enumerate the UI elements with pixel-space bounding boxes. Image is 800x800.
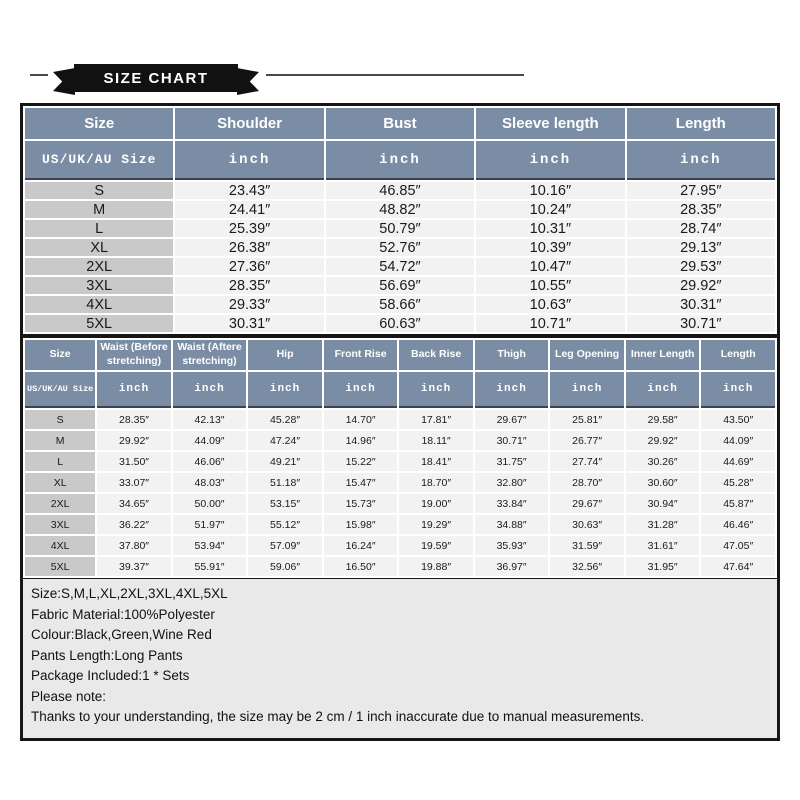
measurement-cell: 52.76″	[326, 239, 474, 256]
column-header: Leg Opening	[550, 340, 624, 370]
unit-cell: inch	[324, 372, 398, 408]
pants-size-table	[20, 335, 780, 581]
measurement-cell: 58.66″	[326, 296, 474, 313]
measurement-cell: 31.61″	[626, 536, 700, 555]
pants-table-head	[25, 340, 775, 408]
measurement-cell: 53.94″	[173, 536, 247, 555]
measurement-cell: 30.60″	[626, 473, 700, 492]
measurement-cell: 16.50″	[324, 557, 398, 576]
column-header: Back Rise	[399, 340, 473, 370]
column-header: Shoulder	[175, 108, 323, 139]
measurement-cell: 10.71″	[476, 315, 624, 332]
size-label-cell: 2XL	[25, 494, 95, 513]
size-chart-ribbon	[74, 64, 238, 92]
measurement-cell: 49.21″	[248, 452, 322, 471]
measurement-cell: 30.26″	[626, 452, 700, 471]
measurement-cell: 32.80″	[475, 473, 549, 492]
column-header: Size	[25, 340, 95, 370]
banner-rule-line	[266, 74, 524, 76]
measurement-cell: 16.24″	[324, 536, 398, 555]
unit-row-label: US/UK/AU Size	[25, 372, 95, 408]
measurement-cell: 48.03″	[173, 473, 247, 492]
measurement-cell: 30.71″	[627, 315, 775, 332]
garment-size-row	[25, 296, 775, 313]
pants-size-rows	[25, 410, 775, 576]
unit-cell: inch	[248, 372, 322, 408]
measurement-cell: 30.63″	[550, 515, 624, 534]
column-header: Size	[25, 108, 173, 139]
measurement-cell: 57.09″	[248, 536, 322, 555]
measurement-cell: 14.96″	[324, 431, 398, 450]
measurement-cell: 19.59″	[399, 536, 473, 555]
measurement-cell: 27.95″	[627, 182, 775, 199]
column-header: Thigh	[475, 340, 549, 370]
unit-cell: inch	[550, 372, 624, 408]
column-header-row	[25, 108, 775, 139]
measurement-cell: 47.24″	[248, 431, 322, 450]
unit-cell: inch	[626, 372, 700, 408]
pants-size-row	[25, 473, 775, 492]
column-header: Sleeve length	[476, 108, 624, 139]
note-line: Size:S,M,L,XL,2XL,3XL,4XL,5XL	[31, 586, 228, 601]
unit-row	[25, 372, 775, 408]
size-label-cell: 3XL	[25, 277, 173, 294]
measurement-cell: 54.72″	[326, 258, 474, 275]
unit-cell: inch	[326, 141, 474, 180]
measurement-cell: 28.35″	[97, 410, 171, 429]
measurement-cell: 47.05″	[701, 536, 775, 555]
measurement-cell: 29.92″	[626, 431, 700, 450]
measurement-cell: 34.65″	[97, 494, 171, 513]
measurement-cell: 29.53″	[627, 258, 775, 275]
measurement-cell: 39.37″	[97, 557, 171, 576]
size-label-cell: 2XL	[25, 258, 173, 275]
measurement-cell: 30.31″	[627, 296, 775, 313]
measurement-cell: 14.70″	[324, 410, 398, 429]
size-label-cell: XL	[25, 239, 173, 256]
measurement-cell: 46.46″	[701, 515, 775, 534]
measurement-cell: 29.33″	[175, 296, 323, 313]
note-line: Package Included:1 * Sets	[31, 668, 190, 683]
measurement-cell: 50.00″	[173, 494, 247, 513]
column-header-row	[25, 340, 775, 370]
measurement-cell: 32.56″	[550, 557, 624, 576]
measurement-cell: 45.28″	[248, 410, 322, 429]
measurement-cell: 19.00″	[399, 494, 473, 513]
measurement-cell: 18.11″	[399, 431, 473, 450]
column-header: Length	[701, 340, 775, 370]
measurement-cell: 44.09″	[173, 431, 247, 450]
garment-size-row	[25, 201, 775, 218]
measurement-cell: 19.88″	[399, 557, 473, 576]
measurement-cell: 51.18″	[248, 473, 322, 492]
unit-row-label: US/UK/AU Size	[25, 141, 173, 180]
column-header: Bust	[326, 108, 474, 139]
measurement-cell: 23.43″	[175, 182, 323, 199]
note-line: Colour:Black,Green,Wine Red	[31, 627, 212, 642]
note-line: Fabric Material:100%Polyester	[31, 606, 215, 622]
banner-title: SIZE CHART	[103, 69, 209, 87]
measurement-cell: 28.70″	[550, 473, 624, 492]
measurement-cell: 36.22″	[97, 515, 171, 534]
measurement-cell: 31.28″	[626, 515, 700, 534]
measurement-cell: 42.13″	[173, 410, 247, 429]
measurement-cell: 47.64″	[701, 557, 775, 576]
banner-left-dash	[30, 74, 48, 76]
measurement-cell: 15.47″	[324, 473, 398, 492]
unit-cell: inch	[173, 372, 247, 408]
column-header: Waist (Aftere stretching)	[173, 340, 247, 370]
column-header: Front Rise	[324, 340, 398, 370]
column-header: Length	[627, 108, 775, 139]
measurement-cell: 55.12″	[248, 515, 322, 534]
note-line: Please note:	[31, 688, 107, 704]
pants-size-row	[25, 536, 775, 555]
measurement-cell: 29.13″	[627, 239, 775, 256]
size-label-cell: L	[25, 452, 95, 471]
measurement-cell: 27.36″	[175, 258, 323, 275]
measurement-cell: 10.31″	[476, 220, 624, 237]
size-label-cell: S	[25, 410, 95, 429]
measurement-cell: 50.79″	[326, 220, 474, 237]
note-line: Pants Length:Long Pants	[31, 647, 183, 663]
banner	[20, 60, 780, 96]
size-label-cell: M	[25, 201, 173, 218]
pants-size-row	[25, 494, 775, 513]
unit-cell: inch	[399, 372, 473, 408]
ribbon-left-tail-icon	[53, 68, 75, 95]
measurement-cell: 33.84″	[475, 494, 549, 513]
unit-cell: inch	[97, 372, 171, 408]
size-label-cell: XL	[25, 473, 95, 492]
measurement-cell: 28.35″	[175, 277, 323, 294]
measurement-cell: 18.70″	[399, 473, 473, 492]
measurement-cell: 28.35″	[627, 201, 775, 218]
measurement-cell: 15.73″	[324, 494, 398, 513]
garment-size-row	[25, 258, 775, 275]
unit-cell: inch	[175, 141, 323, 180]
pants-size-row	[25, 431, 775, 450]
measurement-cell: 28.74″	[627, 220, 775, 237]
measurement-cell: 10.55″	[476, 277, 624, 294]
size-label-cell: 5XL	[25, 315, 173, 332]
measurement-cell: 31.59″	[550, 536, 624, 555]
measurement-cell: 35.93″	[475, 536, 549, 555]
measurement-cell: 30.94″	[626, 494, 700, 513]
measurement-cell: 37.80″	[97, 536, 171, 555]
measurement-cell: 24.41″	[175, 201, 323, 218]
note-line: Thanks to your understanding, the size may be 2 cm / 1 inch inaccurate due to manual measurements.	[31, 709, 645, 724]
garment-size-row	[25, 277, 775, 294]
measurement-cell: 10.16″	[476, 182, 624, 199]
unit-cell: inch	[701, 372, 775, 408]
ribbon-right-tail-icon	[237, 68, 259, 95]
garment-size-row	[25, 315, 775, 332]
garment-size-rows	[25, 182, 775, 332]
measurement-cell: 43.50″	[701, 410, 775, 429]
measurement-cell: 19.29″	[399, 515, 473, 534]
measurement-cell: 44.09″	[701, 431, 775, 450]
measurement-cell: 10.39″	[476, 239, 624, 256]
measurement-cell: 45.87″	[701, 494, 775, 513]
measurement-cell: 29.67″	[550, 494, 624, 513]
unit-cell: inch	[475, 372, 549, 408]
measurement-cell: 25.81″	[550, 410, 624, 429]
garment-size-table	[20, 103, 780, 337]
size-label-cell: 4XL	[25, 296, 173, 313]
measurement-cell: 15.98″	[324, 515, 398, 534]
measurement-cell: 33.07″	[97, 473, 171, 492]
measurement-cell: 30.71″	[475, 431, 549, 450]
measurement-cell: 27.74″	[550, 452, 624, 471]
column-header: Waist (Before stretching)	[97, 340, 171, 370]
measurement-cell: 53.15″	[248, 494, 322, 513]
measurement-cell: 26.77″	[550, 431, 624, 450]
garment-table-head	[25, 108, 775, 180]
garment-size-row	[25, 220, 775, 237]
garment-size-row	[25, 182, 775, 199]
column-header: Inner Length	[626, 340, 700, 370]
measurement-cell: 10.47″	[476, 258, 624, 275]
size-label-cell: 3XL	[25, 515, 95, 534]
measurement-cell: 34.88″	[475, 515, 549, 534]
unit-cell: inch	[476, 141, 624, 180]
measurement-cell: 36.97″	[475, 557, 549, 576]
measurement-cell: 48.82″	[326, 201, 474, 218]
measurement-cell: 29.58″	[626, 410, 700, 429]
column-header: Hip	[248, 340, 322, 370]
measurement-cell: 10.63″	[476, 296, 624, 313]
measurement-cell: 26.38″	[175, 239, 323, 256]
size-label-cell: 5XL	[25, 557, 95, 576]
measurement-cell: 59.06″	[248, 557, 322, 576]
measurement-cell: 30.31″	[175, 315, 323, 332]
garment-size-row	[25, 239, 775, 256]
measurement-cell: 44.69″	[701, 452, 775, 471]
measurement-cell: 46.85″	[326, 182, 474, 199]
measurement-cell: 29.67″	[475, 410, 549, 429]
measurement-cell: 29.92″	[627, 277, 775, 294]
unit-row	[25, 141, 775, 180]
pants-size-row	[25, 410, 775, 429]
unit-cell: inch	[627, 141, 775, 180]
measurement-cell: 55.91″	[173, 557, 247, 576]
measurement-cell: 51.97″	[173, 515, 247, 534]
measurement-cell: 56.69″	[326, 277, 474, 294]
measurement-cell: 18.41″	[399, 452, 473, 471]
pants-size-row	[25, 515, 775, 534]
measurement-cell: 15.22″	[324, 452, 398, 471]
measurement-cell: 31.50″	[97, 452, 171, 471]
measurement-cell: 60.63″	[326, 315, 474, 332]
pants-size-row	[25, 557, 775, 576]
size-label-cell: M	[25, 431, 95, 450]
measurement-cell: 46.06″	[173, 452, 247, 471]
size-label-cell: L	[25, 220, 173, 237]
product-notes	[20, 579, 780, 741]
measurement-cell: 29.92″	[97, 431, 171, 450]
measurement-cell: 31.75″	[475, 452, 549, 471]
pants-size-row	[25, 452, 775, 471]
measurement-cell: 45.28″	[701, 473, 775, 492]
measurement-cell: 17.81″	[399, 410, 473, 429]
measurement-cell: 31.95″	[626, 557, 700, 576]
size-label-cell: S	[25, 182, 173, 199]
size-label-cell: 4XL	[25, 536, 95, 555]
measurement-cell: 10.24″	[476, 201, 624, 218]
measurement-cell: 25.39″	[175, 220, 323, 237]
